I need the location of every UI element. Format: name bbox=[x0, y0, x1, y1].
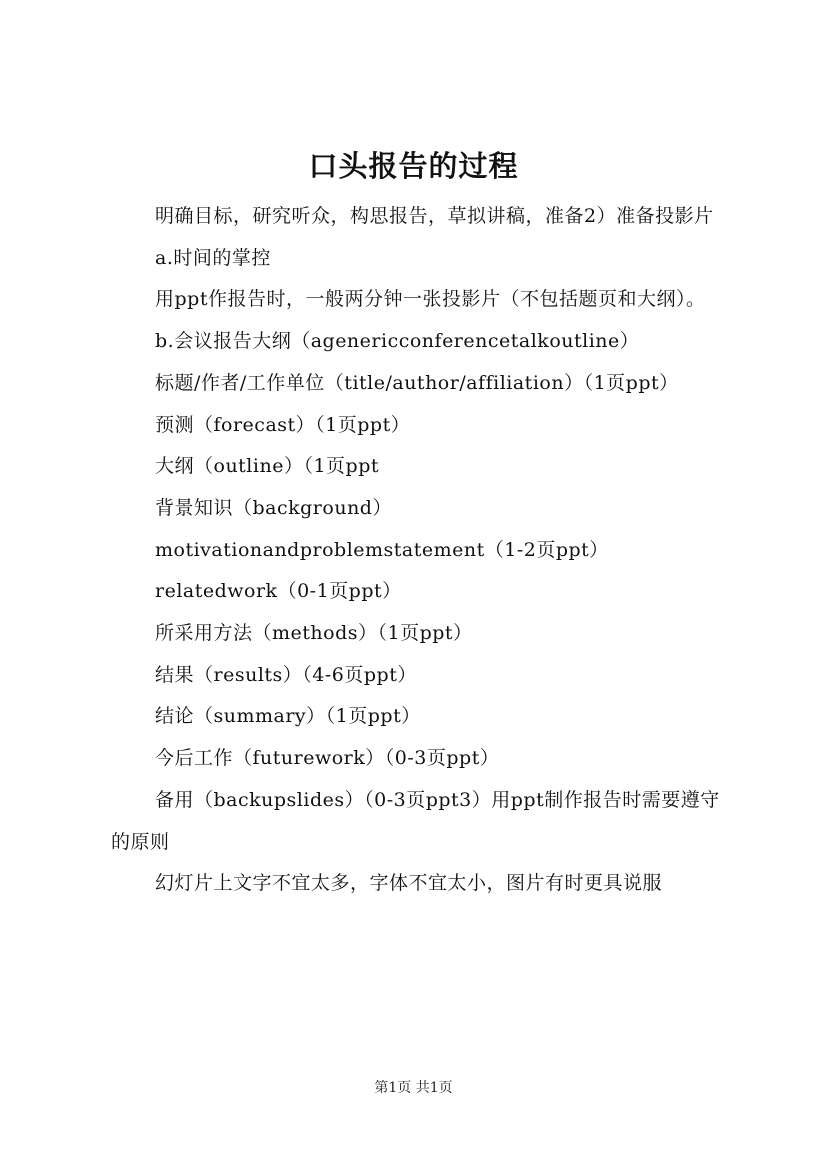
paragraph: 明确目标，研究听众，构思报告，草拟讲稿，准备2）准备投影片 bbox=[155, 205, 714, 227]
paragraph: 结论（summary）（1页ppt） bbox=[155, 705, 421, 728]
paragraph: 今后工作（futurework）（0-3页ppt） bbox=[155, 747, 500, 770]
paragraph: relatedwork（0-1页ppt） bbox=[155, 580, 402, 603]
paragraph: 所采用方法（methods）（1页ppt） bbox=[155, 622, 473, 645]
paragraph: 备用（backupslides）（0-3页ppt3）用ppt制作报告时需要遵守的原则 bbox=[111, 788, 720, 853]
paragraph: 背景知识（background） bbox=[155, 496, 392, 519]
document-title: 口头报告的过程 bbox=[308, 149, 519, 183]
page-footer: 第1页 共1页 bbox=[374, 1080, 453, 1096]
paragraph: 结果（results）（4-6页ppt） bbox=[155, 663, 417, 686]
paragraph: motivationandproblemstatement（1-2页ppt） bbox=[155, 538, 609, 561]
paragraph: 用ppt作报告时，一般两分钟一张投影片（不包括题页和大纲）。 bbox=[155, 288, 706, 311]
paragraph: 预测（forecast）（1页ppt） bbox=[155, 413, 411, 436]
paragraph: b.会议报告大纲（agenericconferencetalkoutline） bbox=[155, 330, 640, 353]
document-body bbox=[111, 196, 723, 905]
paragraph: a.时间的掌控 bbox=[155, 246, 271, 269]
paragraph: 幻灯片上文字不宜太多，字体不宜太小，图片有时更具说服 bbox=[155, 872, 663, 895]
paragraph: 标题/作者/工作单位（title/author/affiliation）（1页ppt） bbox=[155, 371, 679, 394]
paragraph: 大纲（outline）（1页ppt bbox=[155, 455, 379, 478]
